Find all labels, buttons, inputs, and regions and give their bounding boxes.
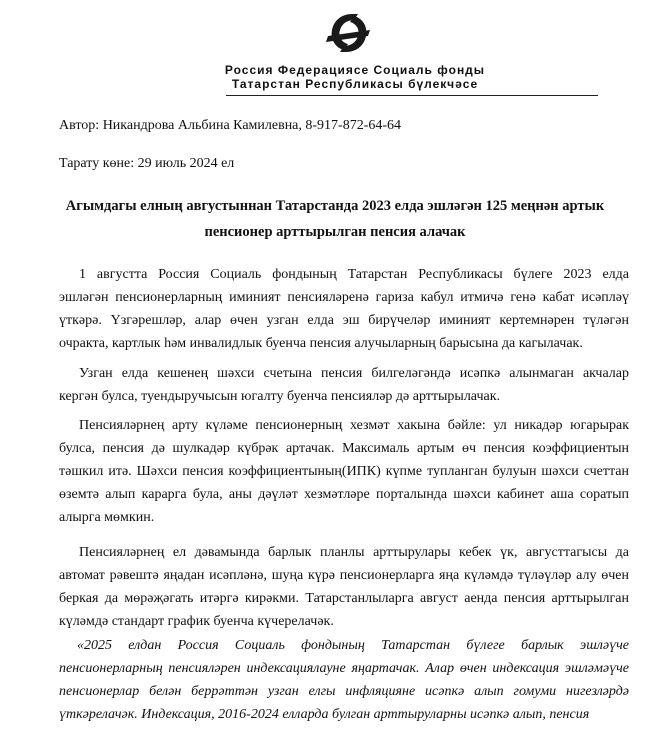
paragraph-4 — [59, 541, 629, 633]
paragraph-line: булса, пенсия дә шулкадәр күбрәк артачак. Максималь артым өч пенсия коэффициентын — [59, 441, 629, 456]
paragraph-line: автомат рәвештә яңадан исәпләнә, шуңа күрә пенсионерларга яңа күләмдә түләүләр алу өчен — [59, 568, 629, 583]
paragraph-1 — [59, 263, 629, 355]
paragraph-line: Пенсияләрнең арту күләме пенсионерның хезмәт хакына бәйле: ул никадәр югарырак — [79, 418, 629, 433]
header-divider — [226, 95, 598, 96]
paragraph-line: үткәрә. Үзгәрешләр, алар өчен узган елда эш бирүчеләр иминият кертемнәрен түләгән — [59, 313, 629, 328]
org-line-1: Россия Федерациясе Социаль фонды — [224, 63, 486, 77]
org-line-2: Татарстан Республикасы бүлекчәсе — [231, 77, 479, 91]
paragraph-line: очракта, картлык һәм инвалидлык буенча пенсия алучыларның барысына да кагылачак. — [59, 336, 583, 351]
paragraph-2 — [59, 362, 629, 408]
paragraph-3 — [59, 414, 629, 529]
sf-fund-logo-icon — [322, 10, 376, 56]
paragraph-line: Узган елда кешенең шәхси счетына пенсия билгеләгәндә исәпкә алынмаган акчалар — [79, 366, 629, 381]
paragraph-line: эшләгән пенсионерларның иминият пенсияләренә гариза кабул итмичә генә кабат исәпләү — [59, 290, 629, 305]
date-line: Тарату көне: 29 июль 2024 ел — [59, 156, 235, 171]
paragraph-line: 1 августта Россия Социаль фондының Татарстан Республикасы бүлеге 2023 елда — [79, 267, 629, 282]
title-line-2: пенсионер арттырылган пенсия алачак — [204, 224, 466, 240]
paragraph-5-quote — [59, 634, 629, 726]
paragraph-line: пенсионерларның пенсияләрен индексациялауне яңартачак. Алар өчен индексация эшләмәүче — [59, 661, 629, 676]
paragraph-line: үткәрелачәк. Индексация, 2016-2024 елларда булган арттыруларны исәпкә алып, пенсия — [59, 707, 590, 722]
article-title — [40, 193, 630, 245]
paragraph-line: пенсионерлар белән беррәттән узган елгы инфляцияне исәпкә алып гомуми нигезләрдә — [59, 684, 629, 699]
paragraph-line: Пенсияләрнең ел дәвамында барлык планлы арттырулары кебек үк, августтагысы да — [79, 545, 629, 560]
author-line: Автор: Никандрова Альбина Камилевна, 8-917-872-64-64 — [59, 118, 402, 133]
paragraph-line: «2025 елдан Россия Социаль фондының Татарстан бүлеге барлык эшләүче — [77, 638, 629, 653]
paragraph-line: күләмдә стандарт график буенча күчерелачәк. — [59, 614, 334, 629]
paragraph-line: өземтә алып карарга була, аны дәүләт хезмәтләре порталында шәхси кабинет аша соратып — [59, 487, 629, 502]
organization-name — [210, 63, 500, 91]
title-line-1: Агымдагы елның августыннан Татарстанда 2023 елда эшләгән 125 меңнән артык — [65, 198, 605, 214]
paragraph-line: кергән булса, туендыручысын югалту буенча пенсияләр дә арттырылачак. — [59, 389, 501, 404]
paragraph-line: тәшкил итә. Шәхси пенсия коэффициентының(ИПК) күпме тупланган булуын шәхси счеттан — [59, 464, 629, 479]
paragraph-line: беркая да мөрәҗәгать итәргә кирәкми. Татарстанлыларга август аенда пенсия арттырылган — [59, 591, 629, 606]
paragraph-line: алырга мөмкин. — [59, 510, 155, 525]
